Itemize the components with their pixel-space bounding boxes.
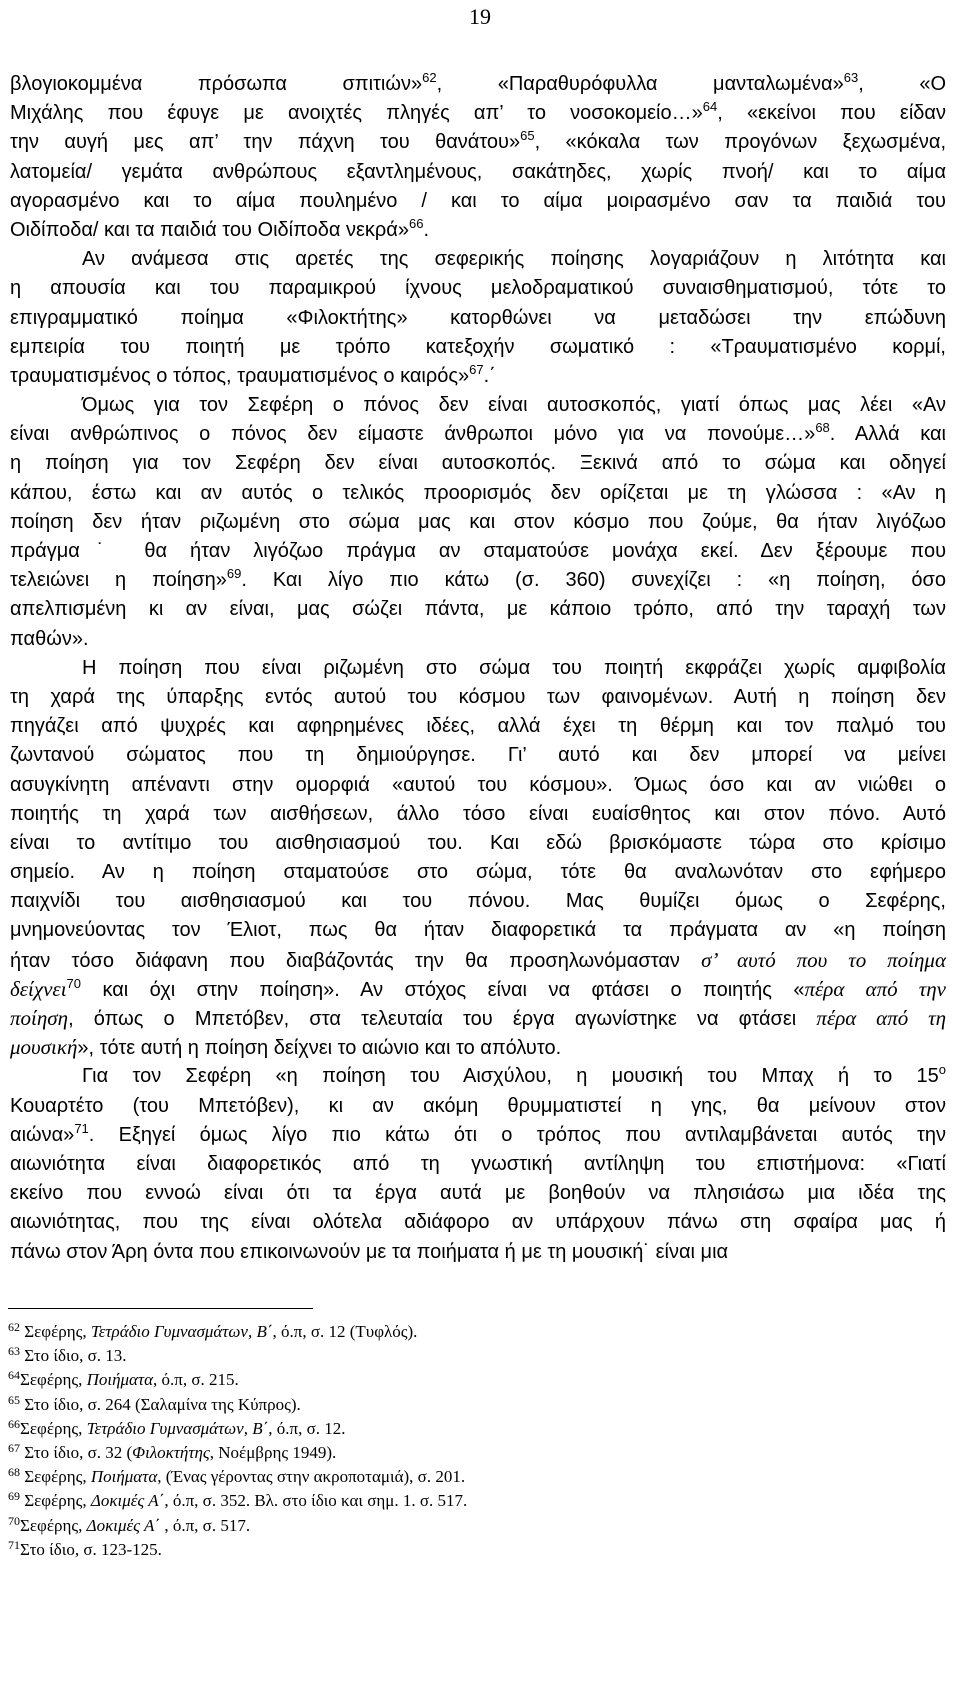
text-line <box>10 829 946 858</box>
footnote-66 <box>8 1417 948 1441</box>
text-line <box>10 712 946 741</box>
body-text <box>10 70 946 1267</box>
footnote-number: 68 <box>8 1465 20 1480</box>
text-run: , όπως ο Μπετόβεν, στα τελευταία του έργα αγωνίστηκε να φτάσει <box>68 1008 817 1030</box>
text-run: αιώνα» <box>10 1123 75 1146</box>
footnote-ref: 64 <box>702 99 718 115</box>
text-line <box>10 771 946 800</box>
footnote-text: Σεφέρης, <box>20 1322 91 1341</box>
text-run: Η ποίηση που είναι ριζωμένη στο σώμα του ποιητή εκφράζει χωρίς αμφιβολία <box>82 656 946 679</box>
text-line <box>10 537 946 566</box>
footnote-ref: 68 <box>815 420 830 436</box>
footnote-text: , ό.π, σ. 12 (Τυφλός). <box>272 1322 418 1341</box>
text-run: λατομεία/ γεμάτα ανθρώπους εξαντλημένους, σακάτηδες, χωρίς πνοή/ και το αίμα <box>10 160 946 183</box>
footnote-ref: 67 <box>469 361 484 377</box>
text-line <box>10 654 946 683</box>
italic-title: Δοκιμές Α΄ <box>90 1491 165 1511</box>
text-run: παιχνίδι του αισθησιασμού και του πόνου. Μας θυμίζει όμως ο Σεφέρης, <box>10 890 946 913</box>
italic-text: μουσική <box>10 1035 78 1060</box>
italic-text: σ’ αυτό που το ποίημα <box>701 947 946 972</box>
footnote-ref: 71 <box>74 1120 89 1136</box>
text-run: αγορασμένο και το αίμα πουλημένο / και το αίμα μοιρασμένο σαν τα παιδιά του <box>10 189 946 212</box>
text-line <box>10 128 946 157</box>
text-line <box>10 216 946 245</box>
text-run: ασυγκίνητη απέναντι στην ομορφιά «αυτού του κόσμου». Όμως όσο και αν νιώθει ο <box>10 773 946 796</box>
text-line <box>10 70 946 99</box>
text-run: Μιχάλης που έφυγε με ανοιχτές πληγές απ’ το νοσοκομείο…» <box>10 102 703 125</box>
italic-title: Φιλοκτήτης <box>132 1442 210 1462</box>
footnote-text: Στο ίδιο, σ. 264 (Σαλαμίνα της Κύπρος). <box>20 1394 301 1414</box>
text-line <box>10 800 946 829</box>
text-run: επιγραμματικό ποίημα «Φιλοκτήτης» κατορθώνει να μεταδώσει την επώδυνη <box>10 306 946 329</box>
text-run: παθών». <box>10 627 89 650</box>
text-run: », τότε αυτή η ποίηση δείχνει το αιώνιο και το απόλυτο. <box>77 1037 562 1060</box>
italic-title: Ποιήματα <box>86 1370 153 1390</box>
text-run: εκείνο που εννοώ είναι ότι τα έργα αυτά με βοηθούν να πλησιάσω μια ιδέα της <box>10 1182 946 1205</box>
italic-title: Δοκιμές Α΄ <box>86 1515 161 1535</box>
footnote-number: 62 <box>8 1320 20 1334</box>
text-run: και όχι στην ποίηση» <box>81 978 335 1001</box>
text-run: . Και λίγο πιο κάτω (σ. 360) συνεχίζει : «η ποίηση, όσο <box>241 569 946 592</box>
text-line <box>10 858 946 887</box>
text-run: ποιητής τη χαρά των αισθήσεων, άλλο τόσο είναι ευαίσθητος και στον πόνο. Αυτό <box>10 802 946 825</box>
italic-title: Ποιήματα <box>90 1467 158 1487</box>
text-line <box>10 946 946 975</box>
text-run: αιωνιότητα είναι διαφορετικός από τη γνωστική αντίληψη του επιστήμονα: «Γιατί <box>10 1152 946 1175</box>
footnote-number: 63 <box>8 1344 20 1359</box>
text-line <box>10 158 946 187</box>
footnote-70 <box>8 1514 948 1538</box>
footnote-text: , ό.π, σ. 215. <box>153 1370 239 1390</box>
text-line <box>10 916 946 945</box>
text-run: αιωνιότητας, που της είναι ολότελα αδιάφορο αν υπάρχουν πάνω στη σφαίρα μας ή <box>10 1211 946 1234</box>
text-line <box>10 391 946 420</box>
text-run: , «κόκαλα των προγόνων ξεχωσμένα, <box>534 131 946 154</box>
text-line <box>10 99 946 128</box>
text-line <box>10 1121 946 1150</box>
page-number: 19 <box>469 4 491 29</box>
footnote-ref: 63 <box>843 70 859 85</box>
italic-text: πέρα από τη <box>816 1006 946 1030</box>
text-run: πάνω στον Άρη όντα που επικοινωνούν με τα ποιήματα ή με τη μουσική˙ είναι μια <box>10 1240 729 1263</box>
footnote-number: 64 <box>8 1368 20 1383</box>
text-line <box>10 595 946 624</box>
text-line <box>10 625 946 654</box>
text-run: η απουσία και του παραμικρού ίχνους μελοδραματικού συναισθηματισμού, τότε το <box>10 277 946 300</box>
text-run: .΄ <box>483 364 496 387</box>
italic-title: Τετράδιο Γυμνασμάτων, Β΄ <box>90 1322 273 1341</box>
footnote-text: , ό.π, σ. 517. <box>160 1515 251 1535</box>
text-run: εμπειρία του ποιητή με τρόπο κατεξοχήν σωματικό : «Τραυματισμένο κορμί, <box>10 335 946 358</box>
footnote-text: Στο ίδιο, σ. 13. <box>20 1346 127 1366</box>
italic-text: πέρα από την <box>804 976 946 1001</box>
footnote-number: 69 <box>8 1489 20 1504</box>
footnote-ref: 69 <box>226 566 242 582</box>
text-run: . Αλλά και <box>829 423 946 446</box>
text-line <box>10 245 946 274</box>
footnote-ref: 65 <box>520 128 535 144</box>
footnote-text: Στο ίδιο, σ. 32 ( <box>20 1442 133 1462</box>
text-line <box>10 420 946 449</box>
text-line <box>10 449 946 478</box>
text-run: πηγάζει από ψυχρές και αφηρημένες ιδέες, αλλά έχει τη θέρμη και τον παλμό του <box>10 715 946 738</box>
text-run: τη χαρά της ύπαρξης εντός αυτού του κόσμου των φαινομένων. Αυτή η ποίηση δεν <box>10 685 946 708</box>
text-run: ζωντανού σώματος που τη δημιούργησε. Γι’ αυτό και δεν μπορεί να μείνει <box>10 744 946 767</box>
text-run: Κουαρτέτο (του Μπετόβεν), κι αν ακόμη θρυμματιστεί η γης, θα μείνουν στον <box>10 1094 946 1117</box>
footnote-68 <box>8 1465 948 1489</box>
text-run: ποίηση δεν ήταν ριζωμένη στο σώμα μας και στον κόσμο που ζούμε, θα ήταν λιγόζωο <box>10 510 946 533</box>
footnote-text: Σεφέρης, <box>20 1467 91 1487</box>
text-run: , «Παραθυρόφυλλα μανταλωμένα» <box>436 73 844 95</box>
footnote-number: 71 <box>8 1537 20 1552</box>
italic-title: Τετράδιο Γυμνασμάτων, Β΄ <box>86 1418 269 1438</box>
text-line <box>10 566 946 595</box>
text-run: . Αν στόχος είναι να φτάσει ο ποιητής « <box>334 978 805 1001</box>
text-run: μνημονεύοντας τον Έλιοτ, πως θα ήταν διαφορετικά τα πράγματα αν «η ποίηση <box>10 919 946 942</box>
footnote-71 <box>8 1538 948 1562</box>
text-run: την αυγή μες απ’ την πάχνη του θανάτου» <box>10 131 521 154</box>
text-line <box>10 362 946 391</box>
text-run: πράγμα˙ θα ήταν λιγόζωο πράγμα αν σταματούσε μονάχα εκεί. Δεν ξέρουμε που <box>10 540 946 562</box>
text-line <box>10 508 946 537</box>
text-run: είναι ανθρώπινος ο πόνος δεν είμαστε άνθρωποι μόνο για να πονούμε…» <box>10 423 816 446</box>
text-line <box>10 975 946 1004</box>
footnote-text: Στο ίδιο, σ. 123-125. <box>20 1539 162 1559</box>
text-run: βλογιοκομμένα πρόσωπα σπιτιών» <box>10 73 423 95</box>
text-run: Αν ανάμεσα στις αρετές της σεφερικής ποίησης λογαριάζουν η λιτότητα και <box>82 248 946 271</box>
footnote-ref: 70 <box>66 975 82 991</box>
text-run: Όμως για τον Σεφέρη ο πόνος δεν είναι αυτοσκοπός, γιατί όπως μας λέει «Αν <box>82 394 946 417</box>
text-line <box>10 274 946 303</box>
text-run: Οιδίποδα/ και τα παιδιά του Οιδίποδα νεκρά» <box>10 218 409 241</box>
footnote-62 <box>8 1320 948 1344</box>
footnote-text: Σεφέρης, <box>20 1491 91 1511</box>
text-line <box>10 887 946 916</box>
footnotes <box>8 1320 948 1562</box>
footnote-number: 67 <box>8 1440 20 1455</box>
text-line <box>10 1179 946 1208</box>
footnote-number: 70 <box>8 1513 20 1528</box>
text-run: κάπου, έστω και αν αυτός ο τελικός προορισμός δεν ορίζεται με τη γλώσσα : «Αν η <box>10 481 946 504</box>
text-line <box>10 1208 946 1237</box>
footnote-text: , ό.π, σ. 352. Βλ. στο ίδιο και σημ. 1. σ. 517. <box>164 1491 468 1511</box>
text-run: , «εκείνοι που είδαν <box>717 102 946 125</box>
text-line <box>10 1033 946 1062</box>
footnote-67 <box>8 1441 948 1465</box>
text-run: η ποίηση για τον Σεφέρη δεν είναι αυτοσκοπός. Ξεκινά από το σώμα και οδηγεί <box>10 452 946 475</box>
footnote-text: Σεφέρης, <box>20 1370 87 1390</box>
text-run: Για τον Σεφέρη «η ποίηση του Αισχύλου, η μουσική του Μπαχ ή το 15 <box>82 1065 939 1088</box>
text-run: ήταν τόσο διάφανη που διαβάζοντάς την θα προσηλωνόμασταν <box>10 949 702 972</box>
text-line <box>10 741 946 770</box>
footnote-text: Σεφέρης, <box>20 1418 87 1438</box>
text-line <box>10 187 946 216</box>
italic-text: ποίηση <box>10 1006 69 1030</box>
text-line <box>10 333 946 362</box>
text-line <box>10 479 946 508</box>
footnote-number: 66 <box>8 1416 20 1431</box>
text-line <box>10 1092 946 1121</box>
footnote-ref: ο <box>938 1062 946 1078</box>
footnote-63 <box>8 1344 948 1368</box>
text-line <box>10 683 946 712</box>
footnote-ref: 66 <box>408 215 424 231</box>
footnote-text: , ό.π, σ. 12. <box>268 1418 346 1438</box>
footnote-65 <box>8 1393 948 1417</box>
text-line <box>10 304 946 333</box>
text-line <box>10 1238 946 1267</box>
footnote-64 <box>8 1368 948 1392</box>
text-line <box>10 1150 946 1179</box>
italic-text: δείχνει <box>10 976 67 1001</box>
footnote-69 <box>8 1489 948 1513</box>
footnote-text: Σεφέρης, <box>20 1515 87 1535</box>
footnote-separator <box>8 1308 313 1309</box>
text-run: σημείο. Αν η ποίηση σταματούσε στο σώμα, τότε θα αναλωνόταν στο εφήμερο <box>10 861 946 884</box>
text-line <box>10 1062 946 1091</box>
text-run: . Εξηγεί όμως λίγο πιο κάτω ότι ο τρόπος που αντιλαμβάνεται αυτός την <box>88 1123 946 1146</box>
footnote-ref: 62 <box>422 70 437 85</box>
footnote-text: , (Ένας γέροντας στην ακροποταμιά), σ. 201. <box>157 1467 466 1487</box>
text-run: , «Ο <box>858 73 947 95</box>
footnote-text: , Νοέμβρης 1949). <box>209 1442 337 1462</box>
text-line <box>10 1004 946 1033</box>
text-run: τελειώνει η ποίηση» <box>10 569 227 592</box>
text-run: . <box>423 218 430 241</box>
text-run: απελπισμένη κι αν είναι, μας σώζει πάντα, με κάποιο τρόπο, από την ταραχή των <box>10 598 946 621</box>
footnote-number: 65 <box>8 1392 20 1407</box>
text-run: τραυματισμένος ο τόπος, τραυματισμένος ο καιρός» <box>10 364 470 387</box>
text-run: είναι το αντίτιμο του αισθησιασμού του. Και εδώ βρισκόμαστε τώρα στο κρίσιμο <box>10 831 946 854</box>
